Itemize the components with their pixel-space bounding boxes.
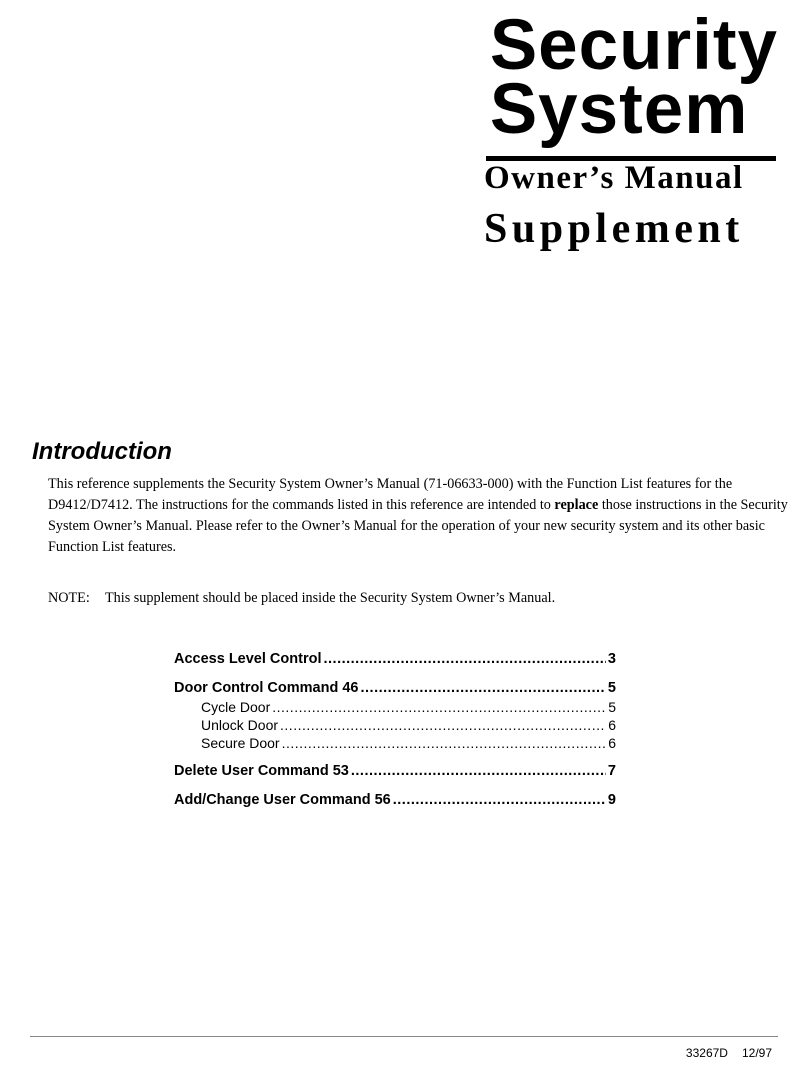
toc-entry-door-control[interactable] [174,678,616,698]
title-line-1: Security [489,6,778,85]
toc-entry-secure-door[interactable] [174,734,616,752]
toc-leader-dots [282,734,607,752]
toc-entry-add-change-user[interactable] [174,790,616,810]
toc-entry-page: 5 [607,680,616,696]
title-line-2: System [489,70,749,149]
footer-doc-number: 33267D [685,1046,728,1060]
toc-entry-page: 5 [608,699,616,715]
toc-entry-delete-user[interactable] [174,761,616,781]
toc-entry-label: Door Control Command 46 [174,680,359,696]
toc-entry-label: Delete User Command 53 [174,763,349,779]
subtitle-owners-manual: Owner’s Manual [484,160,744,196]
toc-entry-label: Unlock Door [201,717,279,733]
toc-leader-dots [360,678,605,698]
subtitle-supplement: Supplement [484,206,744,252]
note-label: NOTE: [48,590,90,606]
toc-entry-label: Secure Door [201,735,280,751]
toc-entry-cycle-door[interactable] [174,698,616,716]
toc-entry-unlock-door[interactable] [174,716,616,734]
intro-text-bold: replace [554,497,599,513]
toc-entry-page: 7 [607,763,616,779]
toc-leader-dots [323,649,605,669]
toc-leader-dots [280,716,606,734]
note [48,588,788,609]
toc-leader-dots [393,790,606,810]
introduction-heading: Introduction [32,438,172,465]
note-text: This supplement should be placed inside the Security System Owner’s Manual. [105,590,556,606]
intro-text-end: those instructions in the Security System Owner’s Manual. Please refer to the Owner’s Manual for the operation of your new security system and its other basic Function List features. [48,497,788,555]
introduction-paragraph [48,474,788,558]
toc-entry-label: Add/Change User Command 56 [174,792,391,808]
toc-leader-dots [351,761,606,781]
toc-leader-dots [272,698,606,716]
toc-entry-label: Cycle Door [201,699,271,715]
footer-date: 12/97 [741,1046,772,1060]
table-of-contents [174,649,616,810]
toc-entry-label: Access Level Control [174,651,322,667]
toc-entry-page: 9 [607,792,616,808]
toc-entry-page: 6 [608,735,616,751]
toc-entry-access-level-control[interactable] [174,649,616,669]
document-title [489,6,778,149]
toc-entry-page: 6 [608,717,616,733]
footer [672,1046,772,1060]
footer-divider [30,1036,778,1037]
intro-text-start: This reference supplements the Security System Owner’s Manual (71-06633-000) with the Function List features for the D9412/D7412. The instructions for the commands listed in this reference are intended to [48,476,733,513]
toc-entry-page: 3 [607,651,616,667]
